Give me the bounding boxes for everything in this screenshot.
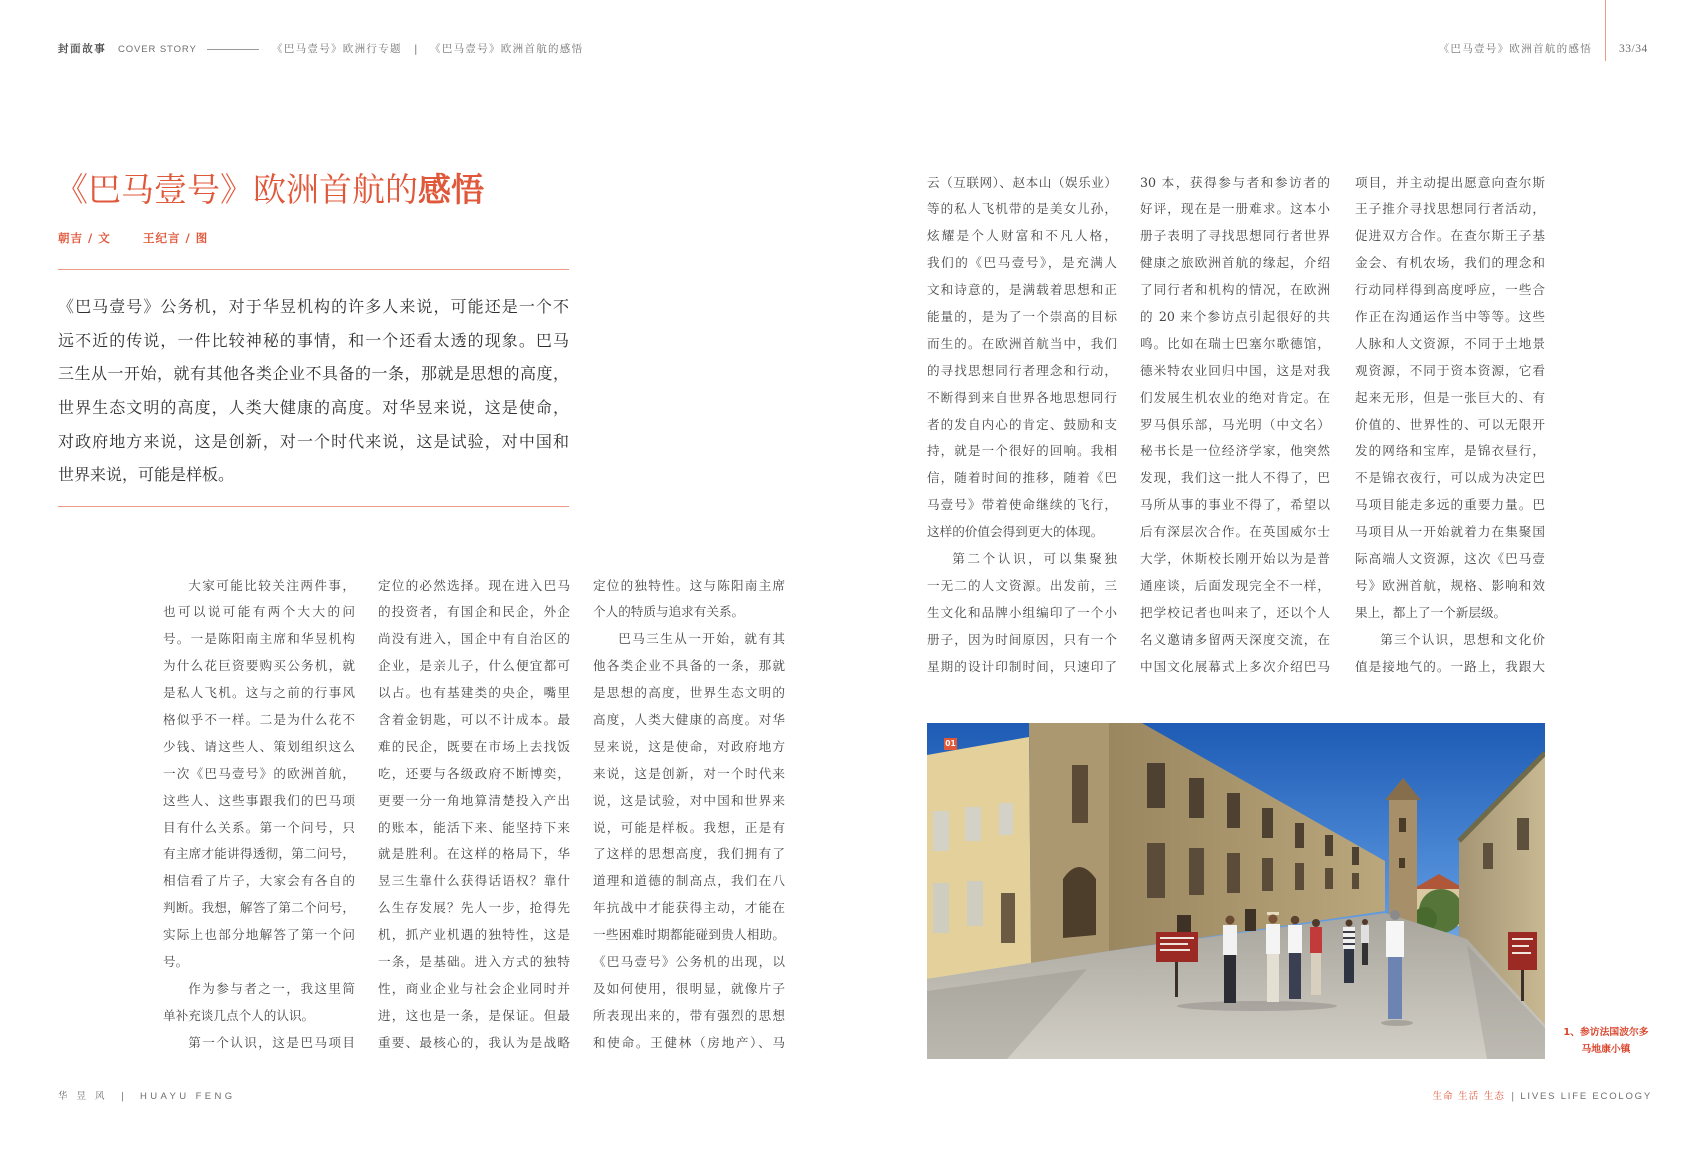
text-column [163,573,355,1057]
text-line: 人脉和人文资源，不同于土地景 [1355,335,1545,351]
text-line: 等的私人飞机带的是美女儿孙， [927,201,1117,217]
text-line: 及如何使用，很明显，就像片子 [593,980,785,996]
text-line: 把学校记者也叫来了，还以个人 [1140,604,1330,620]
text-line: 的账本，能活下来、能坚持下来 [378,819,570,835]
text-line: 机，抓产业机遇的独特性，这是 [378,927,570,943]
text-line: 昱来说，这是使命，对政府地方 [593,738,785,754]
text-line: 大学，休斯校长刚开始以为是普 [1140,550,1330,566]
text-line: 价值的、世界性的、可以无限开 [1355,416,1545,432]
text-line: 是思想的高度，世界生态文明的 [593,685,785,701]
visitor [1310,919,1322,995]
photo-caption-line: 1、参访法国波尔多 [1563,1027,1649,1038]
header-section-cn: 封面故事 [58,43,107,55]
text-line: 说，可能是样板。我想，正是有 [593,819,785,835]
intro-line: 世界来说，可能是样板。 [58,465,235,485]
text-line: 发的网络和宝库，是锦衣昼行， [1355,443,1545,459]
text-line: 作正在沟通运作当中等等。这些 [1355,308,1545,324]
text-line: 一次《巴马壹号》的欧洲首航， [163,765,355,781]
visitor [1288,916,1302,999]
text-line: 《巴马壹号》公务机的出现，以 [593,953,785,969]
header-separator: | [414,43,419,55]
footer-magazine-name-en: HUAYU FENG [140,1091,236,1102]
text-column [378,573,570,1057]
text-line: 观资源，不同于资本资源，它看 [1355,362,1545,378]
intro-line: 远不近的传说，一件比较神秘的事情，和一个还看太透的现象。巴马 [58,330,569,350]
text-line: 含着金钥匙，可以不计成本。最 [378,711,570,727]
text-line: 后有深层次合作。在英国威尔士 [1140,524,1330,540]
text-line: 者的发自内心的肯定、鼓励和支 [927,416,1117,432]
text-line: 持，就是一个很好的回响。我相 [927,443,1117,459]
text-line: 一无二的人文资源。出发前，三 [927,577,1117,593]
text-line: 罗马俱乐部，马光明（中文名） [1140,416,1330,432]
text-line: 大家可能比较关注两件事， [188,577,355,593]
text-line: 目有什么关系。第一个问号，只 [163,819,355,835]
text-line: 所表现出来的，带有强烈的思想 [593,1007,785,1023]
text-line: 个人的特质与追求有关系。 [593,604,745,620]
text-line: 以占。也有基建类的央企，嘴里 [378,685,570,701]
text-line: 吃，还要与各级政府不断博奕， [378,765,570,781]
text-line: 他各类企业不具备的一条，那就 [593,658,785,674]
text-line: 一条，是基础。进入方式的独特 [378,953,570,969]
text-line: 能量的，是为了一个崇高的目标 [927,308,1117,324]
photo-caption-line: 马地康小镇 [1581,1044,1631,1055]
text-line: 单补充谈几点个人的认识。 [163,1007,315,1023]
text-line: 说，这是试验，对中国和世界来 [593,792,785,808]
text-column [593,573,785,1057]
text-line: 项目，并主动提出愿意向查尔斯 [1355,174,1545,190]
text-line: 马所从事的事业不得了，希望以 [1140,497,1330,513]
text-line: 册子表明了寻找思想同行者世界 [1140,228,1330,244]
street-photo [927,723,1545,1059]
text-line: 马项目能走多远的重要力量。巴 [1355,497,1545,513]
footer-right [1432,1090,1652,1103]
article-title-emphasis: 感悟 [418,170,484,209]
cream-house [927,737,1031,979]
text-line: 们发展生机农业的绝对肯定。在 [1140,389,1330,405]
text-line: 名义邀请多留两天深度交流，在 [1140,631,1330,647]
text-line: 德米特农业回归中国，这是对我 [1140,362,1330,378]
text-line: 企业，是亲儿子，什么便宜都可 [378,658,570,674]
text-line: 格似乎不一样。二是为什么花不 [163,711,355,727]
text-line: 我们的《巴马壹号》，是充满人 [927,255,1117,271]
text-line: 进，这也是一条，是保证。但最 [378,1007,570,1023]
text-line: 少钱、请这些人、策划组织这么 [163,738,355,754]
text-line: 就是胜利。在这样的格局下，华 [378,846,570,862]
text-line: 发现，我们这一批人不得了，巴 [1140,470,1330,486]
intro-line: 世界生态文明的高度，人类大健康的高度。对华昱来说，这是使命， [58,398,569,418]
text-line: 起来无形，但是一张巨大的、有 [1355,389,1545,405]
header-divider-line [207,49,259,50]
footer-slogan-en: LIVES LIFE ECOLOGY [1520,1091,1652,1102]
text-line: 册子，因为时间原因，只有一个 [927,631,1117,647]
intro-paragraph [58,290,569,492]
header-right-article-title: 《巴马壹号》欧洲首航的感悟 [1438,43,1592,55]
text-line: 金会、有机农场，我们的理念和 [1355,255,1545,271]
text-line: 马项目从一开始就着力在集聚国 [1355,524,1545,540]
text-line: 炫耀是个人财富和不凡人格， [927,228,1117,244]
footer-left-separator: | [121,1091,125,1102]
page-numbers: 33/34 [1619,43,1648,55]
text-line: 年抗战中才能获得主动，才能在 [593,900,785,916]
text-line: 高度，人类大健康的高度。对华 [593,711,785,727]
text-line: 的投资者，有国企和民企，外企 [378,604,570,620]
text-line: 行动同样得到高度呼应，一些合 [1355,282,1545,298]
text-line: 中国文化展幕式上多次介绍巴马 [1140,658,1330,674]
text-line: 信，随着时间的推移，随着《巴 [927,470,1117,486]
text-line: 一些困难时期都能碰到贵人相助。 [593,927,785,943]
header-vertical-rule [1605,0,1606,61]
text-line: 马壹号》带着使命继续的飞行， [927,497,1117,513]
intro-top-rule [58,269,569,270]
text-line: 不断得到来自世界各地思想同行 [927,389,1117,405]
text-line: 文和诗意的，是满载着思想和正 [927,282,1117,298]
text-line: 定位的必然选择。现在进入巴马 [378,577,570,593]
text-line: 巴马三生从一开始，就有其 [618,631,785,647]
text-line: 昱三生靠什么获得话语权？靠什 [378,873,570,889]
text-line: 王子推介寻找思想同行者活动， [1355,201,1545,217]
text-line: 道理和道德的制高点，我们在八 [593,873,785,889]
text-line: 秘书长是一位经济学家，他突然 [1140,443,1330,459]
text-line: 通座谈，后面发现完全不一样， [1140,577,1330,593]
text-line: 的寻找思想同行者理念和行动， [927,362,1117,378]
text-line: 么生存发展？先人一步，抢得先 [378,900,570,916]
text-line: 健康之旅欧洲首航的缘起，介绍 [1140,255,1330,271]
footer-slogan-cn: 生命 生活 生态 [1432,1091,1506,1102]
street-scene-illustration [927,723,1545,1059]
text-line: 判断。我想，解答了第二个问号， [163,900,355,916]
text-line: 好评，现在是一册难求。这本小 [1140,201,1330,217]
intro-line: 三生从一开始，就有其他各类企业不具备的一条，那就是思想的高度， [58,364,569,384]
photo-number-badge: 01 [945,739,956,748]
text-column [1355,170,1545,681]
text-line: 30 本，获得参与者和参访者的 [1140,174,1330,190]
photo-caption [1557,1024,1655,1058]
visitor [1361,919,1369,965]
text-column [927,170,1117,681]
text-line: 果上，都上了一个新层级。 [1355,604,1507,620]
text-line: 值是接地气的。一路上，我跟大 [1355,658,1545,674]
text-line: 鸣。比如在瑞士巴塞尔歌德馆， [1140,335,1330,351]
text-line: 际高端人文资源，这次《巴马壹 [1355,550,1545,566]
text-line: 的 20 来个参访点引起很好的共 [1140,308,1330,324]
visitor [1343,920,1355,984]
byline-author: 朝吉 / 文 [58,231,111,245]
text-line: 作为参与者之一，我这里简 [188,980,355,996]
header-section-en: COVER STORY [118,44,197,55]
text-line: 定位的独特性。这与陈阳南主席 [593,577,785,593]
text-line: 难的民企，既要在市场上去找饭 [378,738,570,754]
text-line: 了这样的思想高度，我们拥有了 [593,846,785,862]
text-line: 来说，这是创新，对一个时代来 [593,765,785,781]
text-line: 号》欧洲首航，规格、影响和效 [1355,577,1545,593]
intro-line: 《巴马壹号》公务机，对于华昱机构的许多人来说，可能还是一个不 [58,297,569,316]
text-line: 重要、最核心的，我认为是战略 [378,1034,570,1050]
text-line: 也可以说可能有两个大大的问 [163,604,355,620]
text-line: 更要一分一角地算清楚投入产出 [378,792,570,808]
text-line: 号。 [163,953,189,969]
intro-line: 对政府地方来说，这是创新，对一个时代来说，这是试验，对中国和 [58,431,569,451]
text-line: 和使命。王健林（房地产）、马 [593,1034,785,1050]
header-article-title: 《巴马壹号》欧洲首航的感悟 [430,43,584,55]
text-line: 促进双方合作。在查尔斯王子基 [1355,228,1545,244]
text-line: 第二个认识，可以集聚独 [952,550,1117,566]
article-title [55,172,484,208]
text-line: 而生的。在欧洲首航当中，我们 [927,335,1117,351]
text-line: 相信看了片子，大家会有各自的 [163,873,355,889]
intro-bottom-rule [58,506,569,507]
article-title-main: 《巴马壹号》欧洲首航的 [55,170,418,209]
church-tower [1385,778,1421,926]
visitor [1223,916,1237,1004]
text-line: 第三个认识，思想和文化价 [1380,631,1545,647]
text-line: 为什么花巨资要购买公务机，就 [163,658,355,674]
text-line: 是私人飞机。这与之前的行事风 [163,685,355,701]
footer-right-separator: | [1511,1091,1515,1102]
text-line: 号。一是陈阳南主席和华昱机构 [163,631,355,647]
text-line: 星期的设计印制时间，只速印了 [927,658,1117,674]
text-line: 实际上也部分地解答了第一个问 [163,927,355,943]
text-column [1140,170,1330,681]
text-line: 第一个认识，这是巴马项目 [188,1034,355,1050]
footer-magazine-name-cn: 华昱风 [58,1091,114,1102]
visitor [1266,912,1280,1002]
text-line: 不是锦衣夜行，可以成为决定巴 [1355,470,1545,486]
text-line: 生文化和品牌小组编印了一个小 [927,604,1117,620]
text-line: 云（互联网）、赵本山（娱乐业） [927,174,1117,190]
header-topic: 《巴马壹号》欧洲行专题 [272,43,402,55]
text-line: 尚没有进入，国企中有自治区的 [378,631,570,647]
text-line: 这样的价值会得到更大的体现。 [927,524,1104,540]
text-line: 有主席才能讲得透彻，第二问号， [163,846,355,862]
text-line: 性，商业企业与社会企业同时并 [378,980,570,996]
text-line: 这些人、这些事跟我们的巴马项 [163,792,355,808]
byline-photographer: 王纪言 / 图 [143,231,209,245]
text-line: 了同行者和机构的情况，在欧洲 [1140,282,1330,298]
